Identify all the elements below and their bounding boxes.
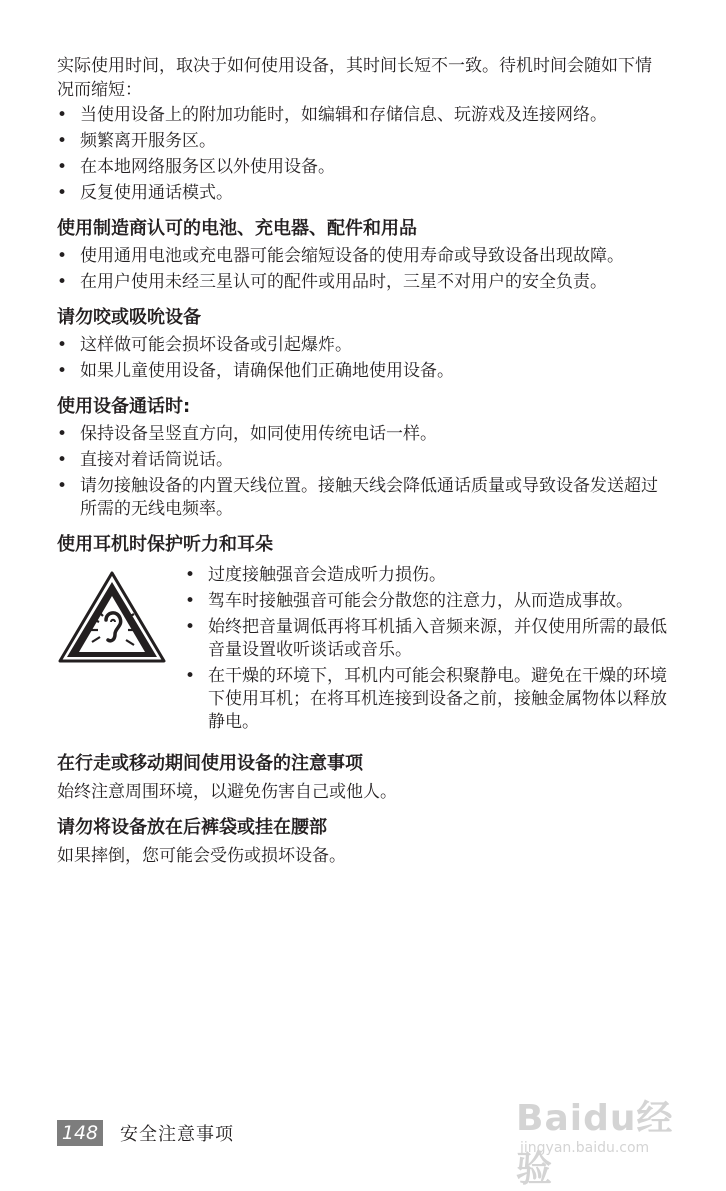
list-item: • 反复使用通话模式。 [57, 182, 667, 205]
list-item: • 这样做可能会损坏设备或引起爆炸。 [57, 334, 667, 357]
section-heading-protect-hearing: 使用耳机时保护听力和耳朵 [57, 534, 273, 555]
do-not-bite-list [57, 334, 667, 383]
during-call-list [57, 423, 667, 521]
section-heading-walking: 在行走或移动期间使用设备的注意事项 [57, 753, 363, 774]
list-item: • 在用户使用未经三星认可的配件或用品时，三星不对用户的安全负责。 [57, 271, 667, 294]
back-pocket-text: 如果摔倒，您可能会受伤或损坏设备。 [57, 846, 346, 866]
watermark-logo-text: Baidu经验 [516, 1098, 674, 1190]
list-item: • 如果儿童使用设备，请确保他们正确地使用设备。 [57, 360, 667, 383]
list-item: • 当使用设备上的附加功能时，如编辑和存储信息、玩游戏及连接网络。 [57, 104, 667, 127]
baidu-watermark [516, 1082, 686, 1190]
section-heading-approved-accessories: 使用制造商认可的电池、充电器、配件和用品 [57, 218, 417, 239]
list-item: • 请勿接触设备的内置天线位置。接触天线会降低通话质量或导致设备发送超过所需的无线电频率。 [57, 475, 667, 521]
list-item: • 保持设备呈竖直方向，如同使用传统电话一样。 [57, 423, 667, 446]
list-item: • 过度接触强音会造成听力损伤。 [185, 564, 667, 587]
watermark-url: jingyan.baidu.com [520, 1140, 650, 1156]
section-heading-back-pocket: 请勿将设备放在后裤袋或挂在腰部 [57, 817, 327, 838]
list-item: • 在本地网络服务区以外使用设备。 [57, 156, 667, 179]
hearing-bullet-list [185, 564, 667, 737]
intro-paragraph: 实际使用时间，取决于如何使用设备，其时间长短不一致。待机时间会随如下情况而缩短： [57, 56, 652, 100]
section-heading-during-call: 使用设备通话时: [57, 396, 191, 417]
hearing-section [57, 564, 667, 737]
approved-accessories-list [57, 245, 667, 294]
list-item: • 使用通用电池或充电器可能会缩短设备的使用寿命或导致设备出现故障。 [57, 245, 667, 268]
footer-section-title: 安全注意事项 [120, 1124, 234, 1145]
list-item: • 在干燥的环境下，耳机内可能会积聚静电。避免在干燥的环境下使用耳机；在将耳机连接到设备之前，接触金属物体以释放静电。 [185, 665, 667, 734]
list-item: • 始终把音量调低再将耳机插入音频来源，并仅使用所需的最低音量设置收听谈话或音乐。 [185, 616, 667, 662]
page-number: 148 [57, 1120, 103, 1146]
list-item: • 驾车时接触强音可能会分散您的注意力，从而造成事故。 [185, 590, 667, 613]
list-item: • 直接对着话筒说话。 [57, 449, 667, 472]
walking-text: 始终注意周围环境，以避免伤害自己或他人。 [57, 782, 397, 802]
intro-bullet-list [57, 104, 667, 205]
page-footer [57, 1120, 234, 1146]
list-item: • 频繁离开服务区。 [57, 130, 667, 153]
document-page [57, 54, 667, 868]
hearing-warning-icon [57, 570, 167, 664]
section-heading-do-not-bite: 请勿咬或吸吮设备 [57, 307, 201, 328]
